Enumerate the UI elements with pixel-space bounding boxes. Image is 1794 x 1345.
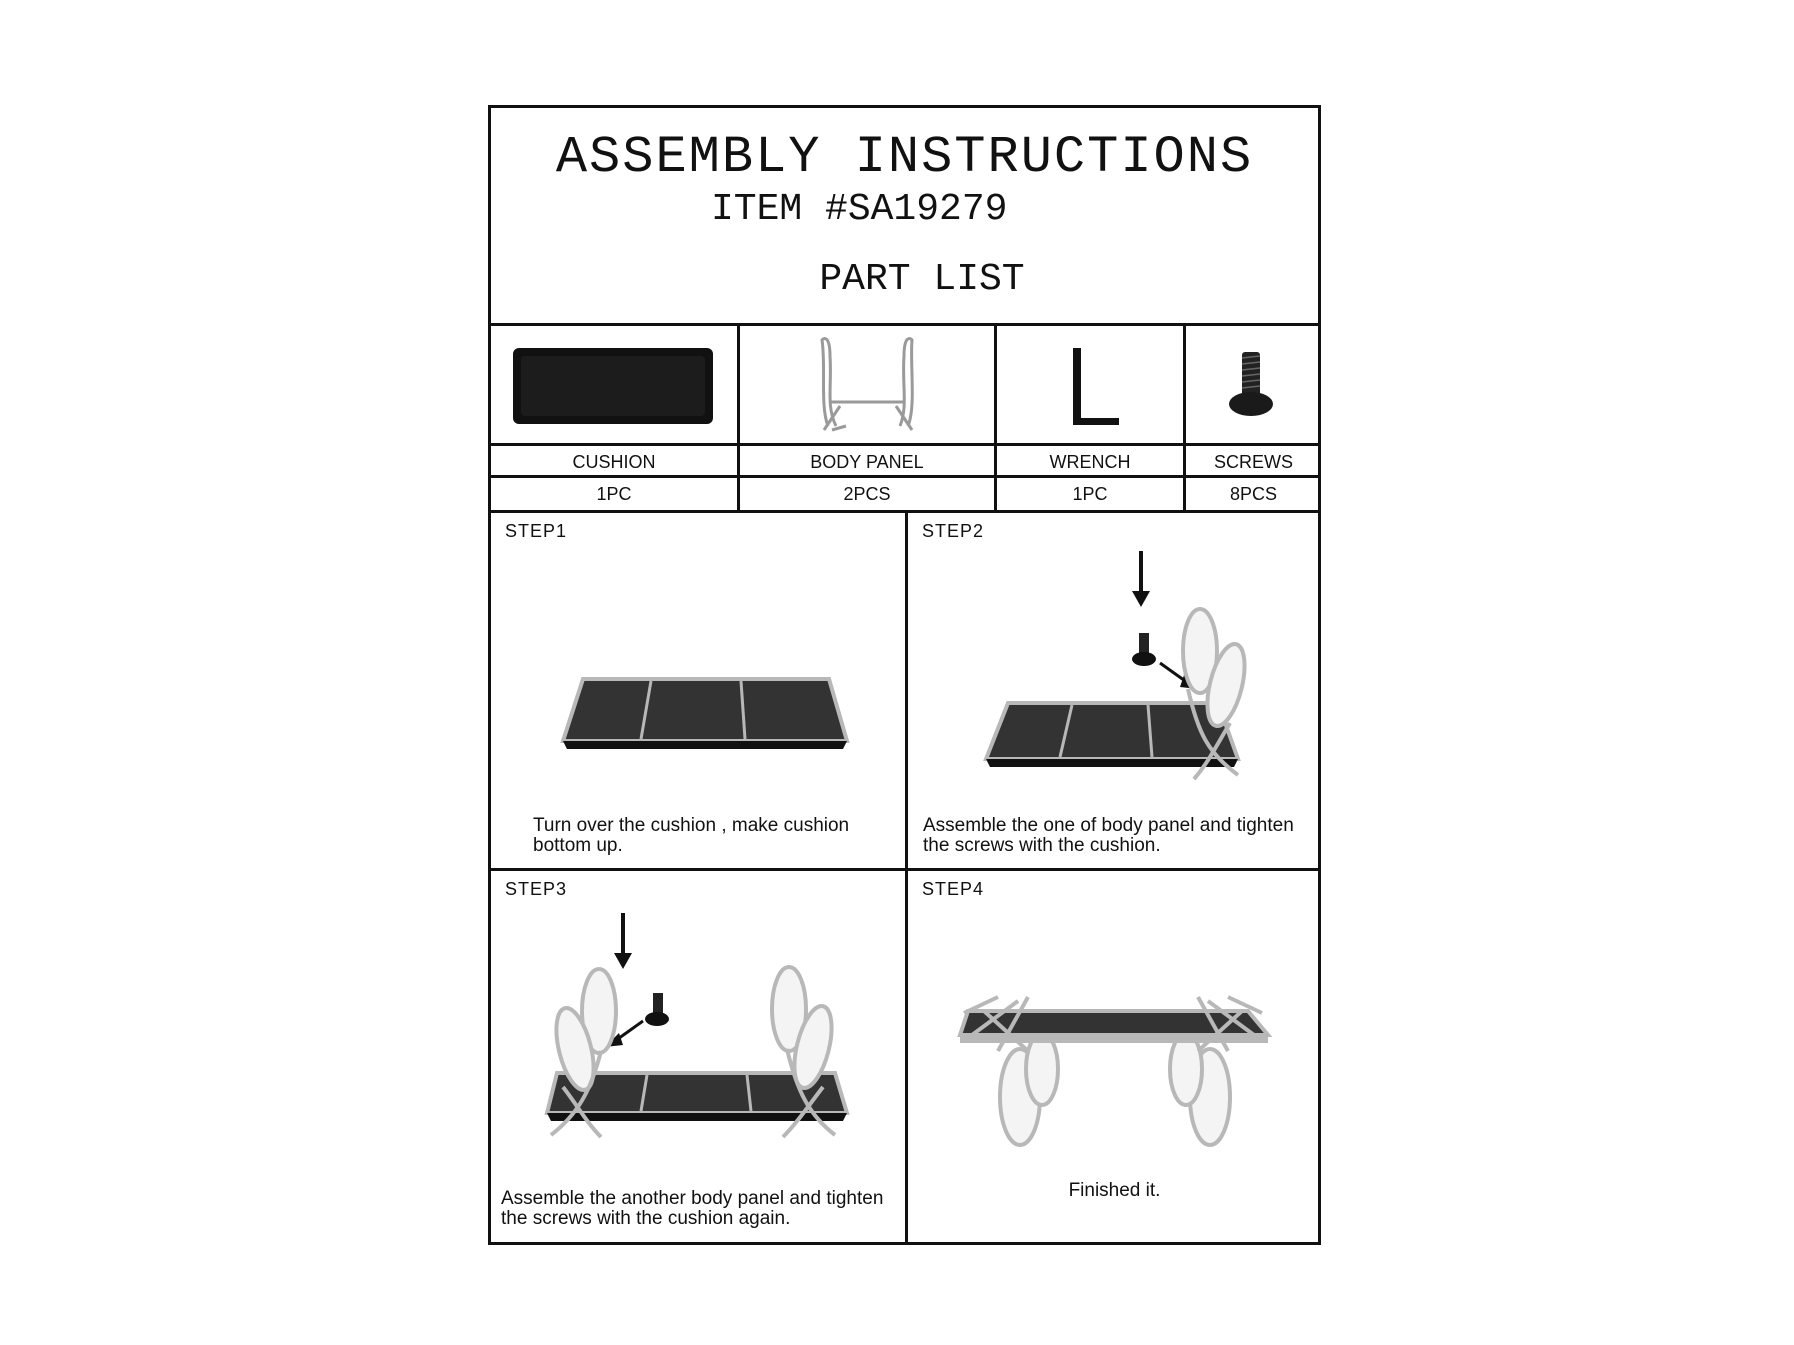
step-3 [491, 871, 908, 1245]
part-image [1186, 326, 1321, 446]
assembly-sheet [488, 105, 1321, 1245]
page-title: ASSEMBLY INSTRUCTIONS [555, 128, 1254, 187]
screw-icon [645, 993, 669, 1026]
step-1 [491, 513, 908, 871]
attach-first-panel-illustration [908, 543, 1318, 833]
step-description: Assemble the one of body panel and tighten the screws with the cushion. [923, 815, 1294, 856]
screw-icon [1186, 326, 1321, 443]
part-name: WRENCH [997, 446, 1183, 478]
header [491, 108, 1318, 326]
step-label: STEP3 [505, 879, 568, 899]
parts-table [491, 326, 1318, 513]
part-wrench [997, 326, 1186, 510]
part-image [491, 326, 737, 446]
item-number: ITEM #SA19279 [711, 188, 1008, 231]
part-qty: 1PC [1072, 484, 1108, 504]
step-description: Assemble the another body panel and tighten the screws with the cushion again. [501, 1188, 884, 1229]
part-screws [1186, 326, 1321, 510]
step-description: Turn over the cushion , make cushion bottom up. [533, 815, 850, 856]
step-label: STEP4 [922, 879, 985, 899]
step-2 [908, 513, 1321, 871]
part-image [740, 326, 994, 446]
part-name: SCREWS [1186, 446, 1321, 478]
part-qty: 1PC [596, 484, 632, 504]
screw-icon [1132, 633, 1156, 666]
part-image [997, 326, 1183, 446]
body-panel-icon [740, 326, 994, 443]
step-label: STEP2 [922, 521, 985, 541]
part-name: CUSHION [491, 446, 737, 478]
arrow-down-icon [614, 953, 632, 969]
attach-second-panel-illustration [491, 901, 905, 1201]
step-4 [908, 871, 1321, 1245]
part-qty: 2PCS [843, 484, 891, 504]
part-qty: 8PCS [1229, 484, 1278, 504]
finished-bench-illustration [908, 901, 1318, 1201]
arrow-down-icon [1132, 591, 1150, 607]
wrench-icon [997, 326, 1183, 443]
part-cushion [491, 326, 740, 510]
part-name: BODY PANEL [740, 446, 994, 478]
step-label: STEP1 [505, 521, 568, 541]
part-body-panel [740, 326, 997, 510]
cushion-icon [491, 326, 737, 443]
cushion-bottom-up-illustration [491, 553, 905, 843]
step-description: Finished it. [1068, 1180, 1161, 1201]
part-list-heading: PART LIST [819, 258, 1025, 301]
